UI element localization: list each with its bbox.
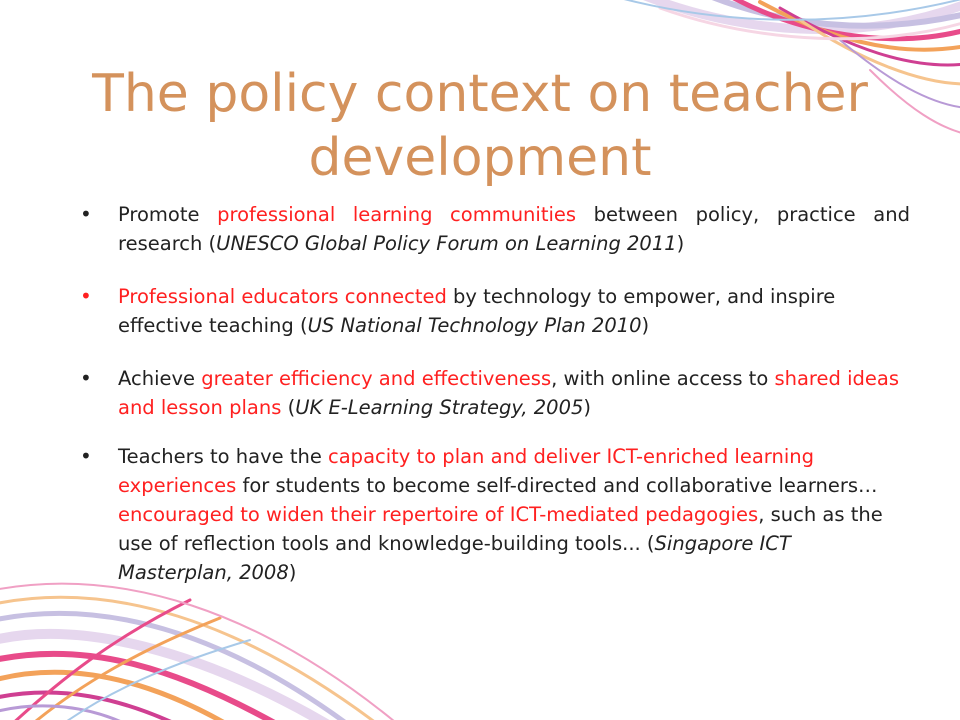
text-segment: by technology to empower, and inspire effective teaching ( — [118, 285, 836, 337]
text-segment: between policy, practice and research ( — [118, 203, 910, 255]
text-segment: ) — [583, 396, 592, 419]
bullet-dot-icon: • — [80, 366, 92, 390]
bullet-dot-icon: • — [80, 444, 92, 468]
text-segment: Achieve — [118, 367, 202, 390]
text-segment: ) — [288, 561, 297, 584]
highlight-text: professional learning communities — [217, 203, 577, 226]
bullet-item-uk-strategy — [80, 364, 910, 422]
source-citation: Singapore ICT Masterplan, 2008 — [118, 532, 791, 584]
text-segment: Teachers to have the — [118, 445, 329, 468]
slide-title: The policy context on teacher development — [92, 64, 868, 188]
highlight-text: Professional educators connected — [118, 285, 447, 308]
text-segment: Promote — [118, 203, 218, 226]
text-segment: ( — [281, 396, 296, 419]
bullet-dot-icon: • — [80, 202, 92, 226]
bullet-dot-icon: • — [80, 284, 92, 308]
source-citation: UNESCO Global Policy Forum on Learning 2011 — [216, 232, 677, 255]
text-segment: , with online access to — [551, 367, 775, 390]
bullet-item-singapore — [80, 442, 910, 587]
text-segment: ) — [676, 232, 685, 255]
highlight-text: greater efficiency and effectiveness — [201, 367, 552, 390]
source-citation: UK E-Learning Strategy, 2005 — [295, 396, 584, 419]
text-segment: , such as the use of reflection tools and knowledge-building tools... ( — [118, 503, 883, 555]
bullet-item-unesco — [80, 200, 910, 258]
bullet-item-us-plan — [80, 282, 910, 340]
text-segment: ) — [641, 314, 650, 337]
highlight-text: capacity to plan and deliver ICT-enriched learning experiences — [118, 445, 814, 497]
bullet-list — [80, 200, 910, 611]
source-citation: US National Technology Plan 2010 — [307, 314, 642, 337]
highlight-text: shared ideas and lesson plans — [118, 367, 899, 419]
text-segment: for students to become self-directed and collaborative learners… — [236, 474, 878, 497]
highlight-text: encouraged to widen their repertoire of ICT-mediated pedagogies — [118, 503, 759, 526]
